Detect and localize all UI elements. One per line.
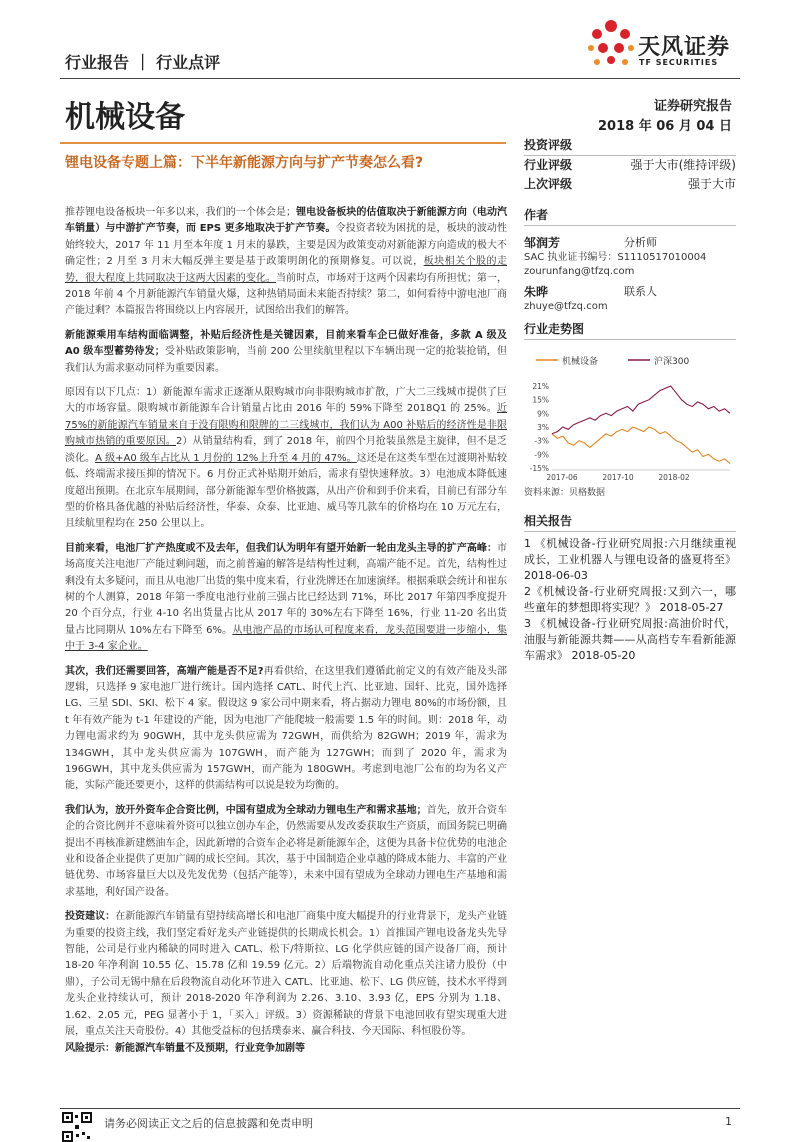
- author-name: 邹润芳: [524, 236, 561, 250]
- y-tick-label: 9%: [537, 409, 549, 419]
- paragraph-2: [65, 328, 507, 377]
- rating-value: 强于大市(维持评级): [630, 158, 736, 172]
- p3-underline-2: 我们认为 A00 补贴后的经济性是非限购城市热销的重要原因。: [65, 419, 507, 448]
- paragraph-8: [65, 1041, 507, 1057]
- title-divider: [60, 142, 506, 144]
- page-number: 1: [725, 1115, 732, 1128]
- paragraph-4: [65, 541, 507, 656]
- related-item[interactable]: [524, 584, 736, 616]
- p2-bold: 新能源乘用车结构面临调整，补贴后经济性是关键因素，目前来看车企已做好准备，多款 A 级及 A0 级车型蓄势待发；: [65, 329, 507, 358]
- author-row: [524, 234, 736, 251]
- legend-label: 机械设备: [562, 357, 599, 367]
- industry-title: 机械设备: [65, 100, 185, 135]
- paragraph-6: [65, 803, 507, 901]
- related-item[interactable]: [524, 616, 736, 664]
- p3-text-3: 这还是在这类车型在过渡期补贴较低、终端需求接压抑的情况下。6 月份正式补贴期开始后，需求有望快速释放。3）电池成本降低速度超出预期。在北京车展期间，部分新能源车型价格披露，从出产价和到手价来看，目前已有部分车型的价格具备优越的补贴后经济性，华泰、众泰、比亚迪、威马等几款车的价格均在 10 万元左右，且续航里程均在 250 公里以上。: [65, 452, 508, 530]
- y-tick-label: -9%: [534, 450, 549, 460]
- p1-text: 推荐锂电设备板块一年多以来，我们的一个体会是；: [65, 207, 297, 218]
- chart-section-title: 行业走势图: [524, 320, 736, 340]
- author-role: 分析师: [624, 236, 657, 249]
- p1-text-2: 令投资者较为困扰的是，板块的波动性始终较大，2017 年 11 月至本年度 1 月末的暴跌，主要是因为政策变动对新能源方向造成的极大不确定性；2 月至 3 月末大幅反弹主要是基于政策明朗化的预期修复。可以说，: [65, 223, 508, 268]
- rating-row: [524, 175, 736, 194]
- related-date: 2018-05-20: [571, 649, 636, 662]
- p3-underline-3: A 级+A0 级车占比从 1 月份的 12%上升至 4 月的 47%。: [95, 452, 357, 464]
- logo-mark-icon: [583, 16, 639, 76]
- doc-kind: 证券研究报告: [653, 99, 732, 114]
- chart-source: 资料来源：贝格数据: [524, 488, 606, 498]
- p3-text: 原因有以下几点：1）新能源车需求正逐渐从限购城市向非限购城市扩散，广大二三线城市提供了巨大的市场容量。限购城市新能源车合计销量占比由 2016 年的 59%下降至 2018Q1 的 25%。: [65, 387, 507, 415]
- p3-underline: 近 75%的新能源汽车销量来自于没有限购和限牌的二三线城市，: [65, 403, 507, 431]
- x-tick-label: 2017-06: [546, 473, 578, 480]
- company-logo: [583, 16, 743, 76]
- author-cert: SAC 执业证书编号：S1110517010004: [524, 252, 707, 263]
- rating-value: 强于大市: [687, 177, 736, 191]
- related-list: [524, 536, 736, 664]
- legend-label: 沪深300: [654, 357, 690, 367]
- p6-text: 首先，放开合资车企的合资比例并不意味着外资可以独立创办车企，仍然需要从发改委获取生产资质，而国务院已明确提出不再核准新建燃油车企，因此新增的合资车企必将是新能源车企，这便为具备卡位优势的电池企业和设备企业提供了更加广阔的成长空间。其次，基于中国制造企业卓越的降成本能力、丰富的产业链优势、市场容量巨大以及先发优势（包括产能等），未来中国有望成为全球动力锂电生产基地和需求基地，利好国产设备。: [65, 804, 508, 898]
- related-title[interactable]: 2《机械设备-行业研究周报:又到六一，哪些童年的梦想即将实现？》: [524, 585, 736, 614]
- author-email[interactable]: zourunfang@tfzq.com: [524, 266, 635, 277]
- y-tick-label: -3%: [534, 436, 549, 446]
- footer-disclaimer[interactable]: 请务必阅读正文之后的信息披露和免责申明: [104, 1117, 313, 1130]
- footer-divider: [60, 1108, 740, 1109]
- x-tick-label: 2017-10: [602, 473, 634, 480]
- report-title: 锂电设备专题上篇：下半年新能源方向与扩产节奏怎么看?: [65, 155, 424, 171]
- related-date: 2018-05-27: [659, 601, 724, 614]
- rating-row: [524, 156, 736, 175]
- p6-bold: 我们认为，放开外资车企合资比例，中国有望成为全球动力锂电生产和需求基地；: [65, 804, 427, 816]
- rating-section-title: 投资评级: [524, 136, 736, 156]
- p2-text: 受补贴政策影响，当前 200 公里续航里程以下车辆出现一定的抢装抢销，但我们认为需求驱动同样为重要因素。: [65, 346, 507, 374]
- related-item[interactable]: [524, 536, 736, 584]
- p5-text: 再看供给，在这里我们遵循此前定义的有效产能及头部逻辑，只选择 9 家电池厂进行统计。国内选择 CATL、时代上汽、比亚迪、国轩、比克，国外选择 LG、三星 SDI、SKI、松下 4 家。假设这 9 家公司中期来看，将占据动力锂电 80%的市场份额，且 t 年有效产能为 t-1 年建设的产能，因为电池厂产能爬坡一般需要 1.5 年的时间。则：2018 年，动力锂电需求约为 90GWH，其中龙头供应需为 72GWH，而供给为 82GWH；2019 年，需求为 134GWH，其中龙头供应需为 107GWH，而产能为 127GWH；而到了 2020 年，需求为 196GWH，其中龙头供应需为 157GWH，而产能为 180GWH。考虑到电池厂公布的均为名义产能，实际产能还要更小，这样的供需结构可以说是较为均衡的。: [65, 665, 508, 792]
- author-name: 朱晔: [524, 285, 549, 299]
- series-line-csi300: [552, 386, 730, 434]
- x-tick-label: 2018-02: [658, 473, 690, 480]
- rating-label: 行业评级: [524, 158, 573, 172]
- report-type: 行业报告 ｜ 行业点评: [65, 53, 221, 72]
- author-role: 联系人: [624, 285, 657, 298]
- y-tick-label: 3%: [537, 423, 549, 432]
- p1-bold: 锂电设备板块的估值取决于新能源方向（电动汽车销量）与中游扩产节奏，而 EPS 更多地取决于扩产节奏。: [65, 207, 508, 235]
- logo-subtext: TF SECURITIES: [639, 58, 719, 67]
- related-date: 2018-06-03: [524, 569, 588, 582]
- p7-text: 在新能源汽车销量有望持续高增长和电池厂商集中度大幅提升的行业背景下，龙头产业链为重要的投资主线，我们坚定看好龙头产业链提供的长期成长机会。1）首推国产锂电设备龙头先导智能，公司是行业内稀缺的同时进入 CATL、松下/特斯拉、LG 化学供应链的国产设备厂商，预计 18-20 年净利润 10.55 亿、15.78 亿和 19.59 亿元。2）后端物流自动化重点关注诸力股份（中鼎），子公司无锡中鼎在后段物流自动化环节进入 CATL、比亚迪、松下、LG 供应链，技术水平得到龙头企业持续认可，预计 2018-2020 年净利润为 2.26、3.10、3.93 亿，EPS 分别为 1.18、1.62、2.05 元，PEG 显著小于 1，「买入」评级。3）资源稀缺的背景下电池回收有望实现重大进展，重点关注天奇股份。4）其他受益标的包括璞泰来、赢合科技、今天国际、科恒股份等。: [65, 911, 508, 1038]
- risk-warning: 风险提示：新能源汽车销量不及预期，行业竞争加剧等: [65, 1042, 305, 1054]
- p1-underline: 板块相关个股的走势，很大程度上共同取决于这两大因素的变化。: [65, 256, 508, 284]
- report-date: 2018 年 06 月 04 日: [598, 119, 732, 134]
- p4-text: 市场高度关注电池厂产能过剩问题，而之前普遍的解答是结构性过剩，高端产能不足。首先，结构性过剩没有太多疑问，而且从电池厂出货的集中度来看，行业洗牌还在加速演绎。根据乘联会统计和崔东树的个人测算，2018 年第一季度电池行业前三强占比已经达到 71%，环比 2017 年第四季度提升 20 个百分点，行业 4-10 名出货量占比从 2017 年的 30%左右下降至 16%，行业 11-20 名出货量占比同期从 10%左右下降至 6%。: [65, 542, 507, 636]
- author-row: [524, 283, 736, 300]
- paragraph-1: [65, 205, 507, 320]
- y-tick-label: 15%: [532, 395, 549, 405]
- author-email[interactable]: zhuye@tfzq.com: [524, 301, 608, 312]
- main-body: [65, 205, 507, 1065]
- related-section-title: 相关报告: [524, 512, 736, 532]
- related-title[interactable]: 3 《机械设备-行业研究周报:高油价时代，油服与新能源共舞——从高档专车看新能源车需求》: [524, 617, 736, 662]
- rating-label: 上次评级: [524, 177, 573, 191]
- y-tick-label: 21%: [532, 382, 549, 391]
- p7-bold: 投资建议：: [65, 911, 116, 923]
- p1-text-3: 当前时点，市场对于这两个因素均有所担忧；第一，2018 年前 4 个月新能源汽车销量火爆，这种热销局面未来能否持续？第二，如何看待中游电池厂商产能过剩？本篇报告将围绕以上内容展开，试图给出我们的解答。: [65, 272, 508, 317]
- p5-bold: 其次，我们还需要回答，高端产能是否不足?: [65, 665, 264, 677]
- logo-text: 天风证券: [638, 35, 731, 60]
- paragraph-7: [65, 909, 507, 1040]
- authors-section-title: 作者: [524, 206, 736, 226]
- industry-trend-chart: [524, 340, 736, 480]
- p4-underline: 从电池产品的市场认可程度来看，龙头范围要进一步缩小，集中于 3-4 家企业。: [65, 624, 507, 653]
- chart-panel: [524, 320, 736, 500]
- header-divider: [60, 78, 740, 79]
- series-line-machinery: [552, 427, 730, 463]
- p3-text-2: 2）从销量结构看，到了 2018 年，前四个月抢装虽然是主旋律，但不是乏淡化。: [65, 436, 508, 464]
- related-title[interactable]: 1 《机械设备-行业研究周报:六月继续重视成长，工业机器人与锂电设备的盛夏将至》: [524, 537, 736, 566]
- authors-panel: [524, 206, 736, 314]
- paragraph-5: [65, 664, 507, 795]
- related-panel: [524, 512, 736, 664]
- paragraph-3: [65, 385, 507, 533]
- p4-bold: 目前来看，电池厂扩产热度或不及去年，但我们认为明年有望开始新一轮由龙头主导的扩产高峰：: [65, 542, 497, 554]
- qr-code-icon: [62, 1112, 92, 1142]
- y-tick-label: -15%: [529, 464, 549, 473]
- rating-panel: [524, 136, 736, 194]
